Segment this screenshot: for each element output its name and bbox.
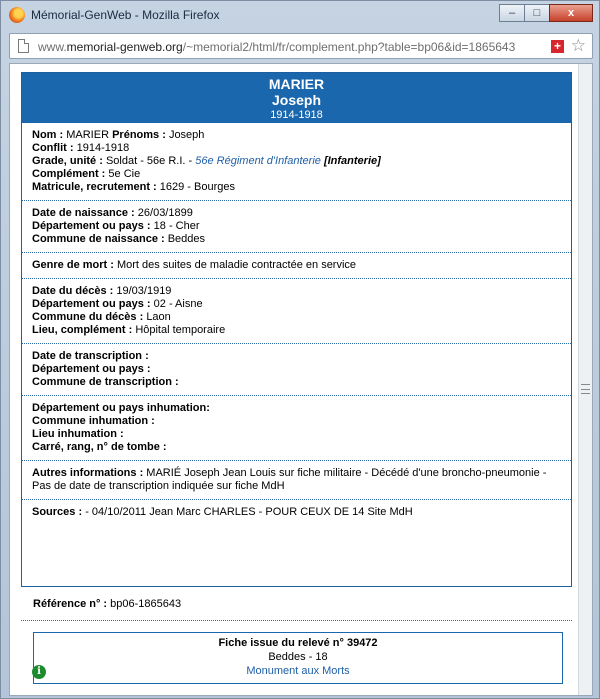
sources-label: Sources : (32, 506, 83, 518)
regiment-link[interactable]: 56e Régiment d'Infanterie (195, 155, 321, 167)
birth-commune-value: Beddes (167, 233, 206, 245)
death-place-label: Lieu, complément : (32, 324, 133, 336)
grade-label: Grade, unité : (32, 155, 103, 167)
death-commune-label: Commune du décès : (32, 311, 144, 323)
death-place-value: Hôpital temporaire (135, 324, 226, 336)
maximize-button[interactable]: □ (524, 4, 550, 22)
other-info-label: Autres informations : (32, 467, 144, 479)
death-type-value: Mort des suites de maladie contractée en service (116, 259, 357, 271)
scrollbar-grip[interactable] (581, 384, 590, 394)
sources-section (22, 500, 571, 525)
url-path: /~memorial2/html/fr/complement.php?table=bp06&id=1865643 (182, 40, 516, 54)
nom-label: Nom : (32, 129, 64, 141)
transcription-commune-label: Commune de transcription : (32, 376, 179, 388)
grade-value: Soldat - 56e R.I. - (105, 155, 193, 167)
burial-dept-label: Département ou pays inhumation: (32, 402, 210, 414)
death-type-section (22, 253, 571, 279)
conflit-label: Conflit : (32, 142, 74, 154)
vertical-scrollbar[interactable] (578, 64, 592, 695)
matricule-value: 1629 - Bourges (159, 181, 235, 193)
birth-date-value: 26/03/1899 (137, 207, 193, 219)
grave-label: Carré, rang, n° de tombe : (32, 441, 167, 453)
nom-value: MARIER (66, 129, 110, 141)
prenoms-label: Prénoms : (112, 129, 166, 141)
firefox-logo-icon (9, 7, 25, 23)
conflit-value: 1914-1918 (76, 142, 130, 154)
header-years: 1914-1918 (270, 109, 323, 121)
death-type-label: Genre de mort : (32, 259, 114, 271)
reference-value: bp06-1865643 (110, 598, 182, 610)
prenoms-value: Joseph (168, 129, 205, 141)
burial-section (22, 396, 571, 461)
matricule-label: Matricule, recrutement : (32, 181, 157, 193)
transcription-date-label: Date de transcription : (32, 350, 149, 362)
complement-value: 5e Cie (108, 168, 141, 180)
unit-type: [Infanterie] (323, 155, 381, 167)
record-header (22, 73, 571, 123)
death-commune-value: Laon (146, 311, 171, 323)
identity-section (22, 123, 571, 201)
birth-dept-label: Département ou pays : (32, 220, 151, 232)
birth-date-label: Date de naissance : (32, 207, 135, 219)
url-text[interactable]: www.memorial-genweb.org/~memorial2/html/fr/complement.php?table=bp06&id=1865643 (38, 40, 516, 54)
address-bar[interactable] (9, 33, 593, 59)
divider (21, 620, 572, 621)
url-domain: memorial-genweb.org (66, 40, 183, 54)
complement-label: Complément : (32, 168, 106, 180)
transcription-section (22, 344, 571, 396)
death-date-value: 19/03/1919 (116, 285, 172, 297)
reference-label: Référence n° : (33, 598, 108, 610)
releve-title: Fiche issue du relevé n° 39472 (218, 637, 378, 649)
title-bar (1, 1, 599, 29)
death-section (22, 279, 571, 344)
other-info-section (22, 461, 571, 500)
transcription-dept-label: Département ou pays : (32, 363, 151, 375)
soldier-record-card (21, 72, 572, 587)
sources-value: - 04/10/2011 Jean Marc CHARLES - POUR CEUX DE 14 Site MdH (85, 506, 413, 518)
burial-commune-label: Commune inhumation : (32, 415, 155, 427)
star-icon[interactable]: ☆ (570, 36, 586, 55)
header-surname: MARIER (268, 76, 325, 92)
releve-box (33, 632, 563, 684)
header-firstname: Joseph (271, 92, 321, 108)
birth-dept-value: 18 - Cher (153, 220, 200, 232)
birth-section (22, 201, 571, 253)
window-title: Mémorial-GenWeb - Mozilla Firefox (31, 8, 220, 22)
page-content (9, 63, 593, 696)
other-info-value: MARIÉ Joseph Jean Louis sur fiche militaire - Décédé d'une broncho-pneumonie - Pas de date de transcription indiquée sur fiche MdH (32, 467, 547, 492)
info-icon[interactable]: i (32, 665, 46, 679)
page-icon (18, 39, 29, 53)
minimize-button[interactable]: – (499, 4, 525, 22)
death-dept-value: 02 - Aisne (153, 298, 203, 310)
releve-commune: Beddes - 18 (268, 651, 328, 663)
plus-icon[interactable]: + (551, 40, 564, 53)
burial-place-label: Lieu inhumation : (32, 428, 124, 440)
death-date-label: Date du décès : (32, 285, 114, 297)
death-dept-label: Département ou pays : (32, 298, 151, 310)
window-controls (500, 4, 593, 22)
close-button[interactable]: x (549, 4, 593, 22)
reference-line (33, 598, 181, 610)
monument-link[interactable]: Monument aux Morts (246, 665, 350, 677)
birth-commune-label: Commune de naissance : (32, 233, 165, 245)
